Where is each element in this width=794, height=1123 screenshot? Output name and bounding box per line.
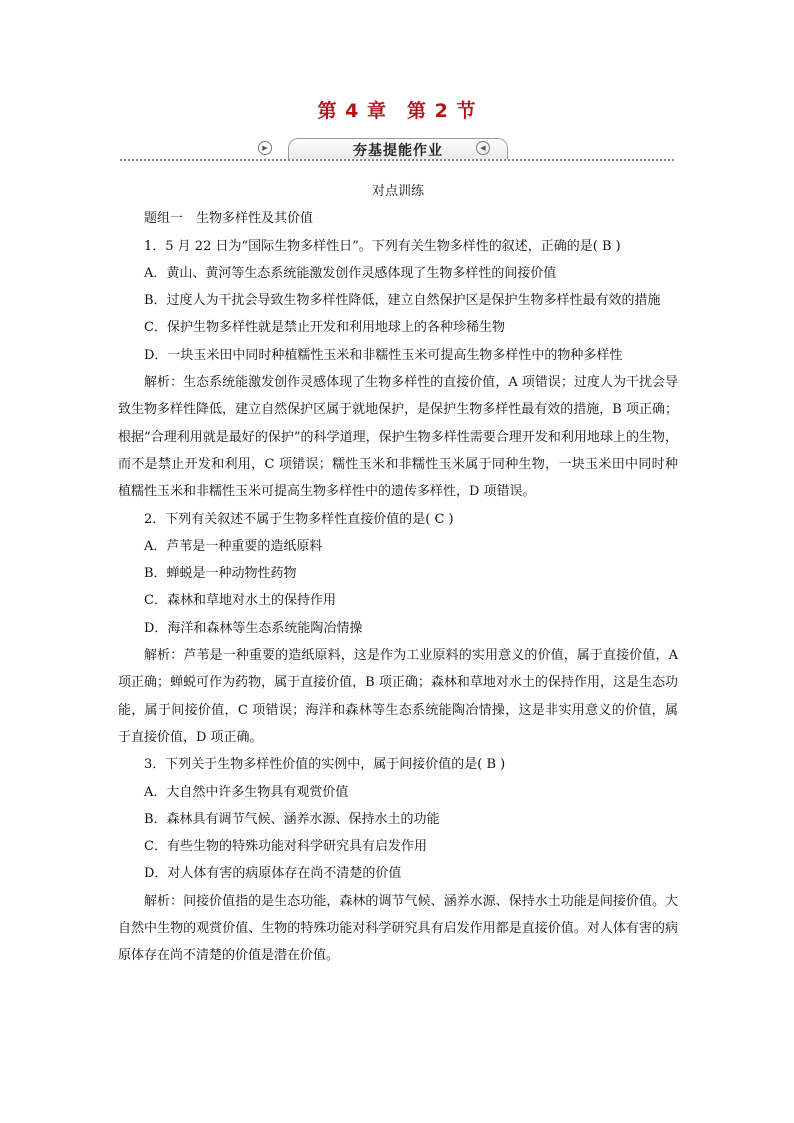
analysis-text: 解析：芦苇是一种重要的造纸原料，这是作为工业原料的实用意义的价值，属于直接价值，A 项正确；蝉蜕可作为药物，属于直接价值，B 项正确；森林和草地对水土的保持作用，这是生态功能，属于间接价值，C 项错误；海洋和森林等生态系统能陶冶情操，这是非实用意义的价值，属于直接价值，D 项正确。 (118, 648, 678, 745)
banner-tab (288, 138, 508, 159)
option-d: D．海洋和森林等生态系统能陶冶情操 (144, 620, 363, 636)
question-stem: 3．下列关于生物多样性价值的实例中，属于间接价值的是( B ) (144, 757, 506, 773)
option-b: B．森林具有调节气候、涵养水源、保持水土的功能 (144, 811, 440, 827)
option-a: A．黄山、黄河等生态系统能激发创作灵感体现了生物多样性的间接价值 (144, 265, 557, 281)
option-d: D．一块玉米田中同时种植糯性玉米和非糯性玉米可提高生物多样性中的物种多样性 (144, 347, 623, 363)
option-b: B．蝉蜕是一种动物性药物 (144, 566, 297, 582)
option-b: B．过度人为干扰会导致生物多样性降低，建立自然保护区是保护生物多样性最有效的措施 (144, 293, 661, 309)
section-heading: 对点训练 (371, 184, 424, 199)
option-c: C．有些生物的特殊功能对科学研究具有启发作用 (144, 839, 427, 855)
option-c: C．森林和草地对水土的保持作用 (144, 593, 336, 609)
option-a: A．芦苇是一种重要的造纸原料 (144, 538, 323, 554)
analysis-text: 解析：间接价值指的是生态功能，森林的调节气候、涵养水源、保持水土功能是间接价值。大自然中生物的观赏价值、生物的特殊功能对科学研究具有启发作用都是直接价值。对人体有害的病原体存在尚不清楚的价值是潜在价值。 (118, 893, 678, 964)
question-stem: 1．5 月 22 日为“国际生物多样性日”。下列有关生物多样性的叙述，正确的是( B ) (144, 238, 621, 254)
banner-label: 夯基提能作业 (353, 143, 443, 159)
play-right-icon: ▶ (258, 141, 272, 155)
section-banner (120, 138, 674, 160)
chapter-title: 第 4 章 第 2 节 (317, 100, 477, 122)
option-d: D．对人体有害的病原体存在尚不清楚的价值 (144, 866, 402, 882)
question-stem: 2．下列有关叙述不属于生物多样性直接价值的是( C ) (144, 511, 454, 527)
analysis-text: 解析：生态系统能激发创作灵感体现了生物多样性的直接价值，A 项错误；过度人为干扰会导致生物多样性降低，建立自然保护区属于就地保护，是保护生物多样性最有效的措施，B 项正确；根据“合理利用就是最好的保护”的科学道理，保护生物多样性需要合理开发和利用地球上的生物，而不是禁止开发和利用，C 项错误；糯性玉米和非糯性玉米属于同种生物，一块玉米田中同时种植糯性玉米和非糯性玉米可提高生物多样性中的遗传多样性，D 项错误。 (118, 375, 678, 500)
option-a: A．大自然中许多生物具有观赏价值 (144, 784, 349, 800)
group-heading: 题组一 生物多样性及其价值 (144, 211, 314, 227)
play-left-icon: ◀ (476, 141, 490, 155)
document-body (118, 178, 678, 970)
option-c: C．保护生物多样性就是禁止开发和利用地球上的各种珍稀生物 (144, 320, 505, 336)
